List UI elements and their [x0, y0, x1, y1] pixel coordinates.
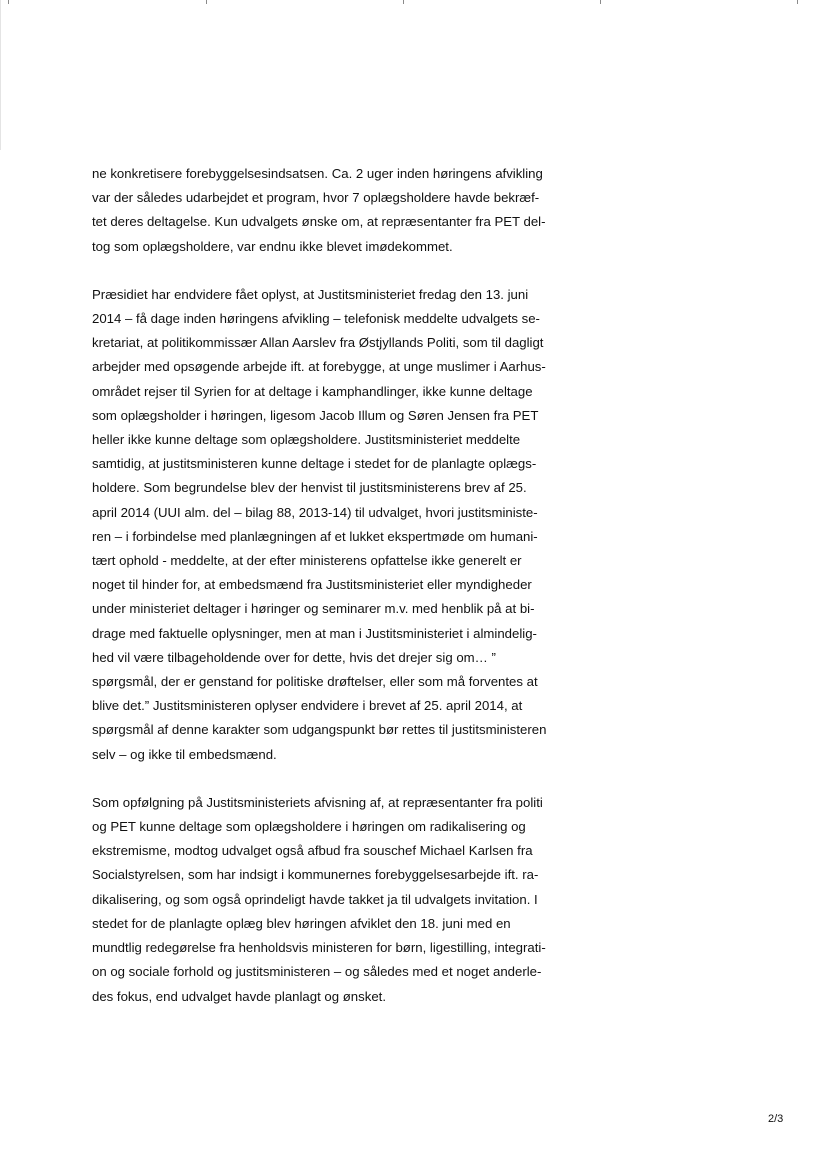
- text-line: dikalisering, og som også oprindeligt havde takket ja til udvalgets invitation. I: [92, 891, 538, 907]
- text-line: blive det.” Justitsministeren oplyser endvidere i brevet af 25. april 2014, at: [92, 698, 523, 714]
- text-line: kretariat, at politikommissær Allan Aarslev fra Østjyllands Politi, som til dagligt: [92, 335, 544, 351]
- text-line: Socialstyrelsen, som har indsigt i kommunernes forebyggelsesarbejde ift. ra-: [92, 867, 539, 883]
- scan-edge: [0, 0, 1, 150]
- text-line: drage med faktuelle oplysninger, men at man i Justitsministeriet i almindelig-: [92, 625, 537, 641]
- text-line: området rejser til Syrien for at deltage i kamphandlinger, ikke kunne deltage: [92, 383, 533, 399]
- text-line: arbejder med opsøgende arbejde ift. at forebygge, at unge muslimer i Aarhus-: [92, 359, 546, 375]
- text-line: spørgsmål, der er genstand for politiske drøftelser, eller som må forventes at: [92, 674, 538, 690]
- text-line: ekstremisme, modtog udvalget også afbud fra souschef Michael Karlsen fra: [92, 843, 533, 859]
- paragraph: [92, 162, 592, 259]
- text-line: des fokus, end udvalget havde planlagt og ønsket.: [92, 988, 386, 1004]
- text-line: on og sociale forhold og justitsministeren – og således med et noget anderle-: [92, 964, 542, 980]
- text-line: ne konkretisere forebyggelsesindsatsen. Ca. 2 uger inden høringens afvikling: [92, 166, 543, 181]
- text-line: Præsidiet har endvidere fået oplyst, at Justitsministeriet fredag den 13. juni: [92, 286, 529, 302]
- text-line: april 2014 (UUI alm. del – bilag 88, 2013-14) til udvalget, hvori justitsministe-: [92, 504, 538, 520]
- text-line: under ministeriet deltager i høringer og seminarer m.v. med henblik på at bi-: [92, 601, 535, 617]
- paragraph: [92, 791, 592, 1009]
- edge-mark: [206, 0, 207, 4]
- page-number: 2/3: [768, 1113, 784, 1125]
- text-line: samtidig, at justitsministeren kunne deltage i stedet for de planlagte oplægs-: [92, 456, 537, 472]
- text-line: 2014 – få dage inden høringens afvikling – telefonisk meddelte udvalgets se-: [92, 311, 540, 327]
- text-line: hed vil være tilbageholdende over for dette, hvis det drejer sig om… ”: [92, 649, 496, 665]
- text-line: ren – i forbindelse med planlægningen af et lukket ekspertmøde om humani-: [92, 528, 538, 544]
- edge-mark: [600, 0, 601, 4]
- text-line: som oplægsholder i høringen, ligesom Jacob Illum og Søren Jensen fra PET: [92, 407, 539, 423]
- edge-mark: [403, 0, 404, 4]
- text-line: mundtlig redegørelse fra henholdsvis ministeren for børn, ligestilling, integrati-: [92, 940, 546, 956]
- document-body: [92, 162, 592, 1033]
- top-edge-marks: [0, 0, 827, 4]
- text-line: selv – og ikke til embedsmænd.: [92, 746, 277, 762]
- text-line: tog som oplægsholdere, var endnu ikke blevet imødekommet.: [92, 238, 453, 254]
- edge-mark: [797, 0, 798, 4]
- paragraph: [92, 283, 592, 767]
- text-line: holdere. Som begrundelse blev der henvist til justitsministerens brev af 25.: [92, 480, 527, 496]
- text-line: heller ikke kunne deltage som oplægsholdere. Justitsministeriet meddelte: [92, 432, 521, 448]
- text-line: spørgsmål af denne karakter som udgangspunkt bør rettes til justitsministeren: [92, 722, 547, 738]
- text-line: tet deres deltagelse. Kun udvalgets ønske om, at repræsentanter fra PET del-: [92, 214, 546, 230]
- text-line: Som opfølgning på Justitsministeriets afvisning af, at repræsentanter fra politi: [92, 794, 543, 810]
- text-line: var der således udarbejdet et program, hvor 7 oplægsholdere havde bekræf-: [92, 190, 540, 206]
- text-line: noget til hinder for, at embedsmænd fra Justitsministeriet eller myndigheder: [92, 577, 532, 593]
- edge-mark: [8, 0, 9, 4]
- text-line: stedet for de planlagte oplæg blev høringen afviklet den 18. juni med en: [92, 915, 511, 931]
- text-line: og PET kunne deltage som oplægsholdere i høringen om radikalisering og: [92, 819, 526, 835]
- text-line: tært ophold - meddelte, at der efter ministerens opfattelse ikke generelt er: [92, 553, 522, 569]
